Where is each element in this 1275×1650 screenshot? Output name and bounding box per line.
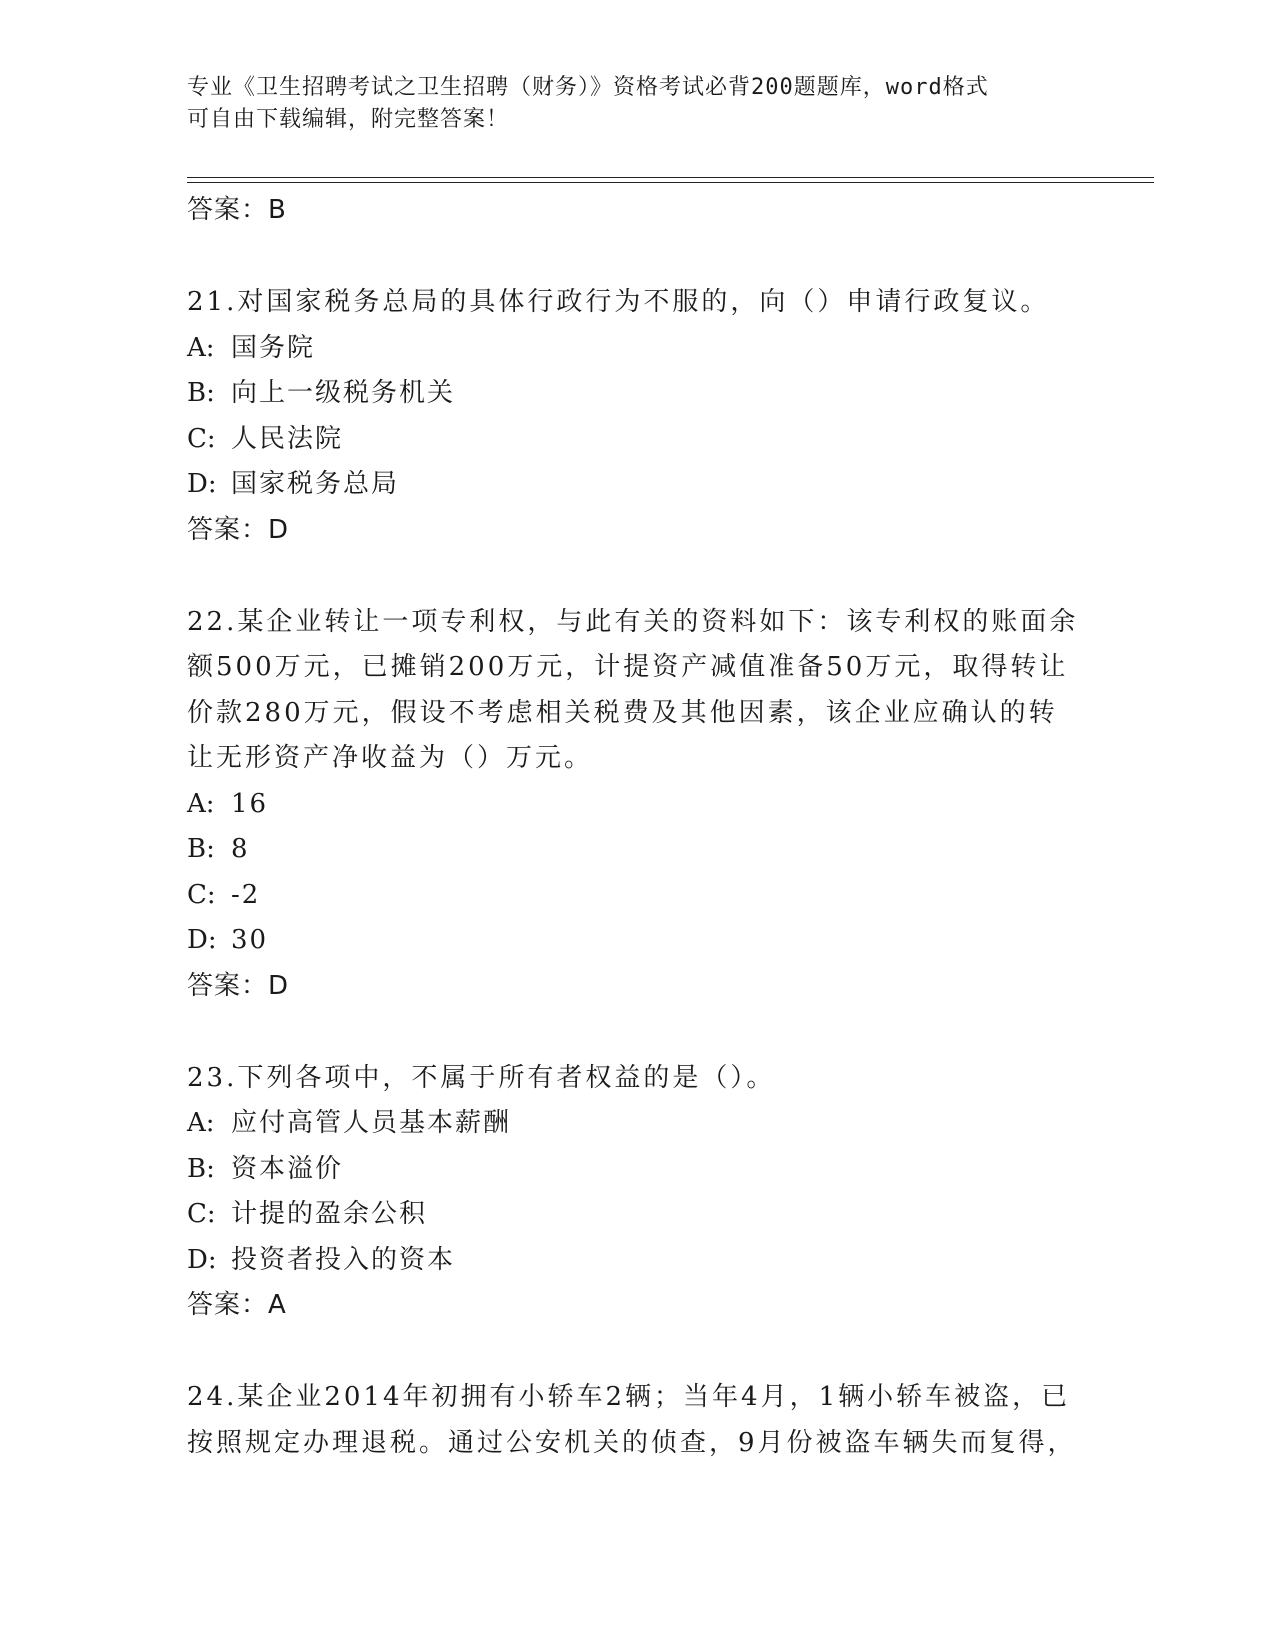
option-letter: A: bbox=[187, 788, 215, 819]
answer-line: 答案：B bbox=[187, 195, 287, 225]
question-list bbox=[187, 188, 1087, 1466]
question-stem: 价款280万元，假设不考虑相关税费及其他因素，该企业应确认的转 bbox=[187, 697, 1058, 728]
option-letter: A: bbox=[187, 1108, 215, 1138]
option-text: 16 bbox=[231, 788, 269, 819]
header-title-line-1: 专业《卫生招聘考试之卫生招聘（财务）》资格考试必背200题题库，word格式 bbox=[187, 75, 989, 100]
option-letter: D: bbox=[187, 925, 217, 955]
option-d bbox=[187, 918, 1087, 964]
option-text: -2 bbox=[231, 879, 261, 910]
question-stem: 按照规定办理退税。通过公安机关的侦查，9月份被盗车辆失而复得， bbox=[187, 1427, 1077, 1458]
option-letter: A: bbox=[187, 332, 215, 363]
header-divider-bottom bbox=[187, 182, 1154, 183]
question-block bbox=[187, 600, 1087, 1008]
document-header bbox=[187, 72, 1087, 136]
option-letter: D: bbox=[187, 469, 217, 499]
option-a bbox=[187, 1101, 1087, 1147]
option-text: 8 bbox=[231, 834, 250, 864]
option-letter: B: bbox=[187, 834, 215, 864]
header-title-line-2: 可自由下载编辑，附完整答案！ bbox=[187, 107, 510, 132]
option-a bbox=[187, 326, 1087, 372]
option-a bbox=[187, 782, 1087, 828]
option-c bbox=[187, 1192, 1087, 1238]
option-b bbox=[187, 1147, 1087, 1193]
option-c bbox=[187, 417, 1087, 463]
option-text: 国务院 bbox=[231, 332, 316, 363]
option-letter: B: bbox=[187, 378, 215, 408]
question-block bbox=[187, 1056, 1087, 1328]
option-b bbox=[187, 371, 1087, 417]
option-text: 资本溢价 bbox=[231, 1153, 344, 1184]
option-text: 计提的盈余公积 bbox=[231, 1199, 428, 1229]
question-block bbox=[187, 280, 1087, 552]
answer-line: 答案：D bbox=[187, 970, 290, 1001]
answer-line: 答案：D bbox=[187, 514, 290, 545]
header-divider-top bbox=[187, 177, 1154, 178]
question-block bbox=[187, 1375, 1087, 1466]
option-letter: C: bbox=[187, 879, 216, 910]
option-c bbox=[187, 873, 1087, 919]
option-text: 向上一级税务机关 bbox=[231, 378, 456, 408]
option-letter: B: bbox=[187, 1153, 215, 1184]
option-text: 人民法院 bbox=[231, 423, 344, 454]
question-stem: 让无形资产净收益为（）万元。 bbox=[187, 743, 594, 773]
question-stem: 24.某企业2014年初拥有小轿车2辆；当年4月，1辆小轿车被盗，已 bbox=[187, 1382, 1071, 1412]
question-stem: 23.下列各项中，不属于所有者权益的是（）。 bbox=[187, 1062, 776, 1093]
option-b bbox=[187, 827, 1087, 873]
question-stem: 21.对国家税务总局的具体行政行为不服的，向（）申请行政复议。 bbox=[187, 287, 1050, 317]
option-text: 应付高管人员基本薪酬 bbox=[231, 1108, 512, 1138]
option-text: 投资者投入的资本 bbox=[231, 1244, 456, 1275]
question-stem: 额500万元，已摊销200万元，计提资产减值准备50万元，取得转让 bbox=[187, 652, 1069, 682]
option-letter: C: bbox=[187, 1199, 216, 1229]
answer-line: 答案：A bbox=[187, 1290, 287, 1320]
option-letter: C: bbox=[187, 423, 216, 454]
option-text: 国家税务总局 bbox=[231, 469, 400, 499]
question-stem: 22.某企业转让一项专利权，与此有关的资料如下：该专利权的账面余 bbox=[187, 606, 1079, 637]
option-d bbox=[187, 1238, 1087, 1284]
option-d bbox=[187, 462, 1087, 508]
option-text: 30 bbox=[231, 925, 269, 955]
option-letter: D: bbox=[187, 1244, 217, 1275]
